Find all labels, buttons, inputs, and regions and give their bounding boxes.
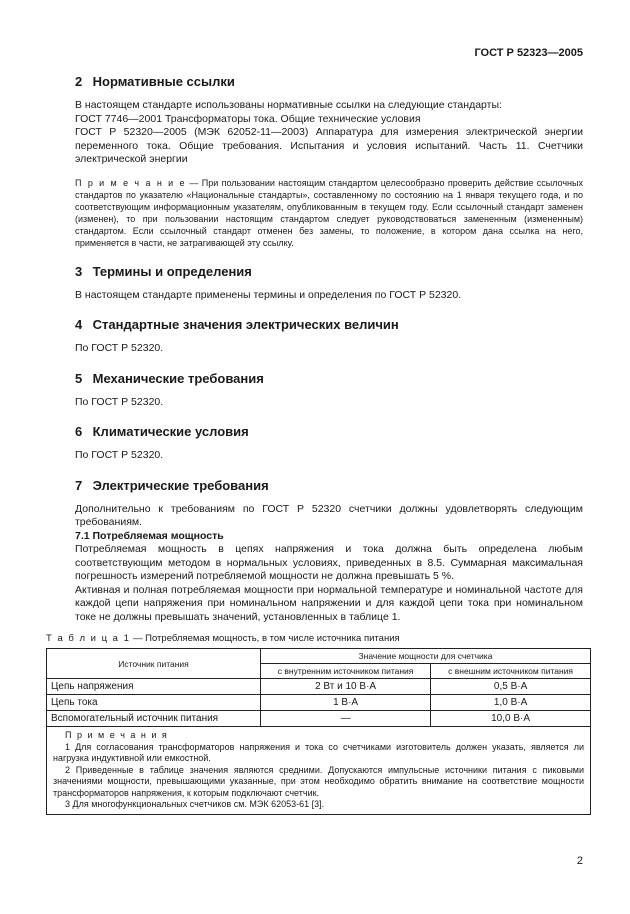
cell-source: Цепь тока	[47, 695, 261, 711]
table-row	[47, 711, 591, 727]
section-3-heading: 3 Термины и определения	[75, 263, 252, 279]
section-6-heading: 6 Климатические условия	[75, 424, 249, 439]
table-row	[47, 695, 591, 711]
table-row	[47, 679, 591, 695]
paragraph: Активная и полная потребляемая мощности при нормальной температуре и номинальной частоте для каждой цепи напряжения при номинальном напряжении и для каждой цепи тока при номинальном токе не должны превышать значений, установленных в таблице 1.	[75, 583, 583, 623]
cell-source: Вспомогательный источник питания	[47, 711, 261, 727]
table-notes: П р и м е ч а н и я 1 Для согласования трансформаторов напряжения и тока со счетчиками изготовитель должен указать, является ли нагрузка индуктивной или емкостной. 2 Приведенные в таблице значения являются средними. Допускаются импульсные источники питания с пиковыми значениями мощности, превышающими указанные, при этом необходимо обратить внимание на соответствие мощности трансформаторов напряжения, к которым подключают счетчик. 3 Для многофункциональных счетчиков см. МЭК 62053-61 [3].	[47, 727, 591, 815]
paragraph: Дополнительно к требованиям по ГОСТ Р 52320 счетчики должны удовлетворять следующим требованиям.	[75, 502, 583, 528]
note: П р и м е ч а н и е — При пользовании настоящим стандартом целесообразно проверить действие ссылочных стандартов по указателю «Национальные стандарты», составленному по состоянию на 1 января текущего года, и по соответствующим информационным указателям, опубликованным в текущем году. Если ссылочный стандарт заменен (изменен), то при пользовании настоящим стандартом следует руководствоваться замененным (измененным) стандартом. Если ссылочный стандарт отменен без замены, то положение, в котором дана ссылка на него, применяется в части, не затрагивающей эту ссылку.	[75, 177, 583, 248]
power-table	[46, 648, 591, 815]
cell-external: 0,5 В·А	[431, 679, 591, 695]
paragraph: По ГОСТ Р 52320.	[75, 449, 164, 461]
paragraph: По ГОСТ Р 52320.	[75, 342, 164, 354]
cell-internal: —	[261, 711, 431, 727]
cell-internal: 2 Вт и 10 В·А	[261, 679, 431, 695]
col-header-internal: с внутренним источником питания	[261, 664, 431, 679]
cell-source: Цепь напряжения	[47, 679, 261, 695]
page-number: 2	[576, 855, 583, 867]
paragraph: По ГОСТ Р 52320.	[75, 395, 164, 408]
table-caption: Т а б л и ц а 1 — Потребляемая мощность, в том числе источника питания	[46, 633, 400, 644]
col-header-value: Значение мощности для счетчика	[261, 649, 591, 664]
subsection-7-1-title: 7.1 Потребляемая мощность	[75, 529, 224, 542]
cell-external: 10,0 В·А	[431, 711, 591, 727]
section-4-heading: 4 Стандартные значения электрических величин	[75, 317, 399, 332]
section-7-heading: 7 Электрические требования	[75, 477, 269, 493]
cell-internal: 1 В·А	[261, 695, 431, 711]
paragraph: ГОСТ Р 52320—2005 (МЭК 62052-11—2003) Аппаратура для измерения электрической энергии переменного тока. Общие требования. Испытания и условия испытаний. Часть 11. Счетчики электрической энергии	[75, 126, 583, 165]
cell-external: 1,0 В·А	[431, 695, 591, 711]
document-id: ГОСТ Р 52323—2005	[474, 47, 583, 59]
col-header-source: Источник питания	[47, 649, 261, 679]
document-body	[46, 73, 584, 815]
section-2-heading: 2 Нормативные ссылки	[75, 74, 235, 89]
paragraph: Потребляемая мощность в цепях напряжения и тока должна быть определена любым соответствующим методом в нормальных условиях, приведенных в 8.5. Суммарная максимальная погрешность измерений потребляемой мощности не должна превышать 5 %.	[75, 543, 583, 582]
paragraph: В настоящем стандарте применены термины и определения по ГОСТ Р 52320.	[75, 288, 462, 301]
section-5-heading: 5 Механические требования	[75, 370, 264, 386]
col-header-external: с внешним источником питания	[431, 664, 591, 679]
paragraph: ГОСТ 7746—2001 Трансформаторы тока. Общие технические условия	[75, 112, 421, 125]
paragraph: В настоящем стандарте использованы нормативные ссылки на следующие стандарты:	[75, 99, 502, 111]
